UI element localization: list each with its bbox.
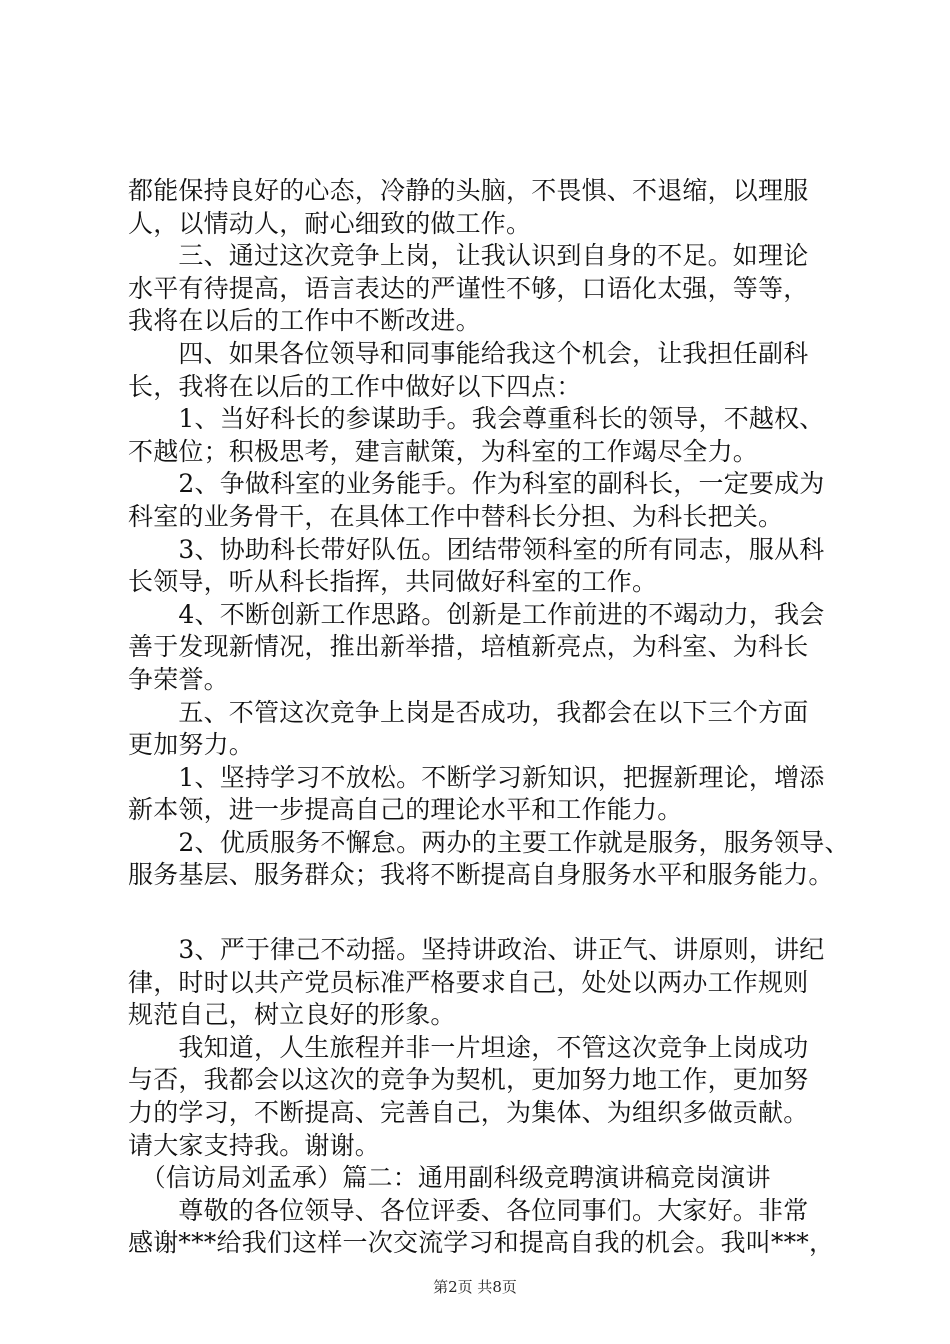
text-line: 长领导，听从科长指挥，共同做好科室的工作。: [128, 567, 658, 597]
text-line: 科室的业务骨干，在具体工作中替科长分担、为科长把关。: [128, 501, 784, 531]
text-line: 尊敬的各位领导、各位评委、各位同事们。大家好。非常: [128, 1195, 809, 1225]
text-line: 我知道，人生旅程并非一片坦途，不管这次竞争上岗成功: [128, 1032, 809, 1062]
document-body: [128, 175, 848, 1260]
text-line: 人，以情动人，耐心细致的做工作。: [128, 208, 532, 238]
page-number-footer: 第2页 共8页: [433, 1278, 517, 1296]
text-line: 四、如果各位领导和同事能给我这个机会，让我担任副科: [128, 338, 809, 368]
text-line: 与否，我都会以这次的竞争为契机，更加努力地工作，更加努: [128, 1065, 809, 1095]
text-line: 2、争做科室的业务能手。作为科室的副科长，一定要成为: [128, 469, 825, 499]
paragraph-gap: [128, 892, 848, 934]
text-line: 水平有待提高，语言表达的严谨性不够，口语化太强，等等，: [128, 273, 809, 303]
text-line: 4、不断创新工作思路。创新是工作前进的不竭动力，我会: [128, 599, 825, 629]
text-line: 请大家支持我。谢谢。: [128, 1130, 381, 1160]
text-line: 三、通过这次竞争上岗，让我认识到自身的不足。如理论: [128, 241, 809, 271]
text-line: 3、协助科长带好队伍。团结带领科室的所有同志，服从科: [128, 534, 825, 564]
text-line: 长，我将在以后的工作中做好以下四点：: [128, 371, 582, 401]
text-line: 规范自己，树立良好的形象。: [128, 1000, 456, 1030]
text-line: 感谢***给我们这样一次交流学习和提高自我的机会。我叫***，: [128, 1228, 835, 1258]
text-line: 服务基层、服务群众；我将不断提高自身服务水平和服务能力。: [128, 860, 834, 890]
text-line: 力的学习，不断提高、完善自己，为集体、为组织多做贡献。: [128, 1098, 809, 1128]
text-line: 更加努力。: [128, 730, 255, 760]
text-line: 善于发现新情况，推出新举措，培植新亮点，为科室、为科长: [128, 632, 809, 662]
text-line: 律，时时以共产党员标准严格要求自己，处处以两办工作规则: [128, 967, 809, 997]
text-line: 新本领，进一步提高自己的理论水平和工作能力。: [128, 795, 683, 825]
text-line: 我将在以后的工作中不断改进。: [128, 306, 481, 336]
text-line: 不越位；积极思考，建言献策，为科室的工作竭尽全力。: [128, 436, 759, 466]
text-line: （信访局刘孟承）篇二：通用副科级竞聘演讲稿竞岗演讲: [128, 1163, 771, 1193]
text-line: 争荣誉。: [128, 664, 229, 694]
text-line: 都能保持良好的心态，冷静的头脑，不畏惧、不退缩，以理服: [128, 176, 809, 205]
text-line: 1、坚持学习不放松。不断学习新知识，把握新理论，增添: [128, 762, 825, 792]
text-line: 五、不管这次竞争上岗是否成功，我都会在以下三个方面: [128, 697, 809, 727]
text-line: 1、当好科长的参谋助手。我会尊重科长的领导，不越权、: [128, 404, 825, 434]
text-line: 2、优质服务不懈怠。两办的主要工作就是服务，服务领导、: [128, 827, 850, 857]
text-line: 3、严于律己不动摇。坚持讲政治、讲正气、讲原则，讲纪: [128, 935, 825, 965]
